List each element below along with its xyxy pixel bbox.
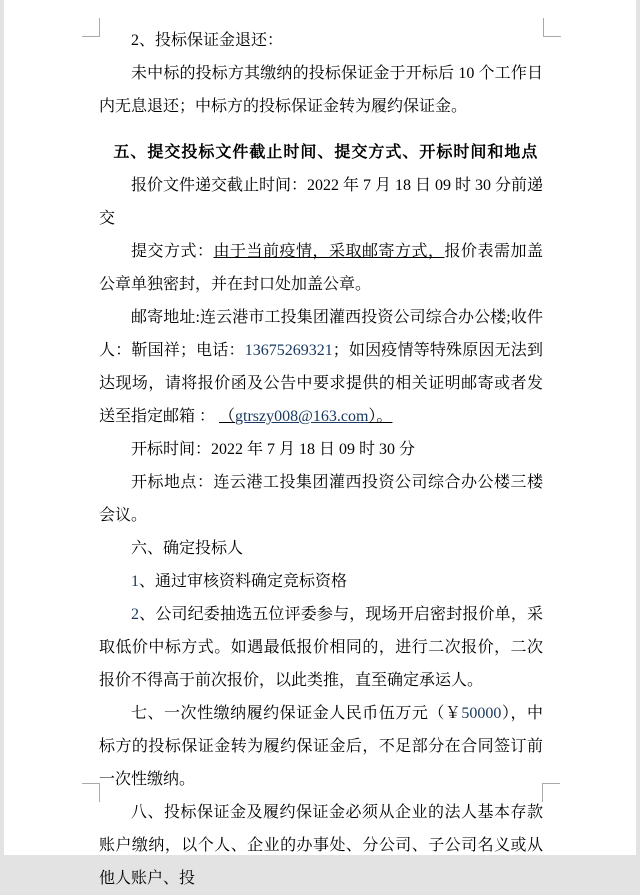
heading-section-5 [99, 136, 543, 169]
paragraph-opening-place [99, 466, 543, 532]
margin-crop-mark-top-right-icon [543, 18, 561, 37]
text-run: 开标时间：2022 年 7 月 18 日 09 时 30 分 [131, 441, 416, 458]
paragraph-opening-time [99, 433, 543, 466]
margin-crop-mark-bottom-right-icon [542, 783, 560, 802]
text-run: 、通过审核资料确定竞标资格 [139, 573, 348, 590]
paragraph-section-8-payment-account [99, 796, 543, 895]
phone-number: 13675269321 [244, 342, 333, 359]
paragraph-mailing-address [99, 301, 543, 433]
heading-section-6 [99, 532, 543, 565]
text-run: 提交方式： [131, 243, 214, 260]
text-run: 邮寄地址:连云港市工投集团灌西投资公司综合办公楼;收件人：靳国祥；电话： [99, 309, 543, 359]
text-run: 未中标的投标方其缴纳的投标保证金于开标后 10 个工作日内无息退还；中标方的投标保证金转为履约保证金。 [99, 65, 543, 115]
list-number: 2 [131, 606, 139, 623]
amount-number: 50000 [461, 705, 502, 722]
paragraph-section-7-performance-bond [99, 697, 543, 796]
margin-crop-mark-top-left-icon [82, 18, 100, 37]
text-run: 五、提交投标文件截止时间、提交方式、开标时间和地点 [113, 144, 539, 161]
text-run: 六、确定投标人 [131, 540, 244, 557]
paragraph-submission-deadline [99, 169, 543, 235]
text-run: 八、投标保证金及履约保证金必须从企业的法人基本存款账户缴纳，以个人、企业的办事处、分公司、子公司名义或从他人账户、投 [99, 804, 543, 887]
text-run: 2、投标保证金退还： [131, 32, 284, 49]
paragraph-bid-deposit-refund-title [99, 24, 543, 57]
text-run: ），中标方的投标保证金转为履约保证金后，不足部分在合同签订前一次性缴纳。 [99, 705, 543, 788]
paragraph-item-2-evaluation [99, 598, 543, 697]
paragraph-item-1-qualification [99, 565, 543, 598]
text-run: 开标地点：连云港工投集团灌西投资公司综合办公楼三楼会议。 [99, 474, 543, 524]
paragraph-submission-method [99, 235, 543, 301]
list-number: 1 [131, 573, 139, 590]
text-run: 七、一次性缴纳履约保证金人民币伍万元（￥ [131, 705, 462, 722]
text-run: （ [219, 408, 236, 425]
underlined-text-run: 由于当前疫情，采取邮寄方式， [213, 243, 445, 260]
paragraph-bid-deposit-refund-body [99, 57, 543, 123]
text-run: 报价表需加盖公章单独密封，并在封口处加盖公章。 [99, 243, 543, 293]
document-text-block [99, 24, 543, 895]
text-run: 、公司纪委抽选五位评委参与，现场开启密封报价单，采取低价中标方式。如遇最低报价相同的，进行二次报价，二次报价不得高于前次报价，以此类推，直至确定承运人。 [99, 606, 543, 689]
text-run: ；如因疫情等特殊原因无法到达现场，请将报价函及公告中要求提供的相关证明邮寄或者发送至指定邮箱 ： [99, 342, 543, 425]
text-run: ）。 [368, 408, 393, 425]
text-run: 报价文件递交截止时间：2022 年 7 月 18 日 09 时 30 分前递交 [99, 177, 544, 227]
email-address: gtrszy008@163.com [235, 408, 369, 425]
margin-crop-mark-bottom-left-icon [82, 783, 100, 802]
